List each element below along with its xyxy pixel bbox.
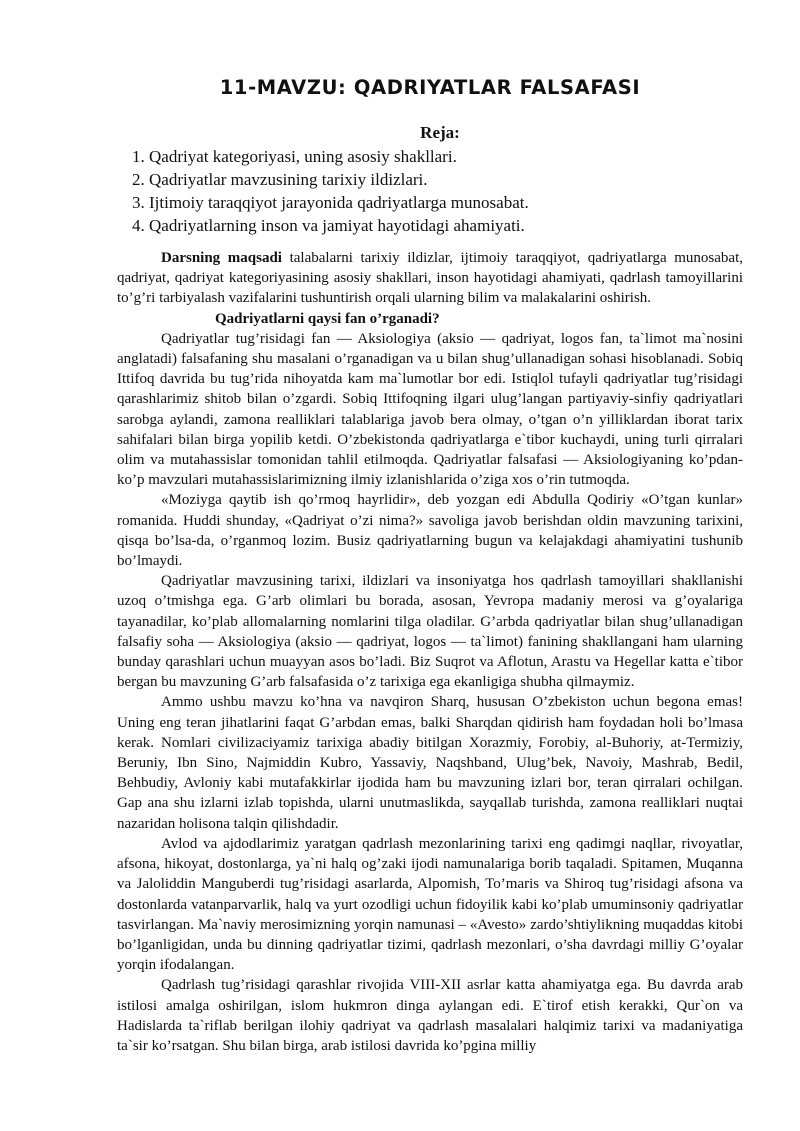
body-paragraph: Avlod va ajdodlarimiz yaratgan qadrlash mezonlarining tarixi eng qadimgi naqllar, rivoyatlar, afsona, hikoyat, dostonlarga, ya`ni halq og’zaki ijodi namunalariga borib taqaladi. Spitamen, Muqanna va Jaloliddin Manguberdi tug’risidagi asarlarda, Alpomish, To’maris va Shiroq tug’risidagi afsona va dostonlarda vatanparvarlik, halq va yurt ozodligi uchun fidoyilik kabi ko’plab umuminsoniy qadriyatlar tasvirlangan. Ma`naviy merosimizning yorqin namunasi – «Avesto» zardo’shtiylikning muqaddas kitobi bo’lganligidan, unda bu dinning qadriyatlar tizimi, qadrlash mezonlari, o’sha davrdagi milliy G’oyalar yorqin ifodalangan. xyxy=(117,835,743,974)
intro-lead: Darsning maqsadi xyxy=(161,250,282,266)
plan-item: 3. Ijtimoiy taraqqiyot jarayonida qadriyatlarga munosabat. xyxy=(132,193,529,212)
intro-paragraph xyxy=(117,248,743,309)
body-paragraph: Qadriyatlar mavzusining tarixi, ildizlari va insoniyatga hos qadrlash tamoyillari shakllanishi uzoq o’tmishga ega. G’arb olimlari bu borada, asosan, Yevropa madaniy merosi va g’oyalariga tayanadilar, ko’plab allomalarning nomlarini tilga oladilar. G’arbda qadriyatlar bilan shug’ullanadigan falsafiy soha — Aksiologiya (aksio — qadriyat, logos — ta`limot) fanining shakllangani ham ularning bunday qarashlari uchun muayyan asos bo’ladi. Biz Suqrot va Aflotun, Arastu va Hegellar katta e`tibor bergan bu mavzuning G’arb falsafasida o’z tarixiga ega ekanligiga shubha qilmaymiz. xyxy=(117,573,743,691)
section-heading: Qadriyatlarni qaysi fan o’rganadi? xyxy=(215,310,440,327)
plan-item: 1. Qadriyat kategoriyasi, uning asosiy shakllari. xyxy=(132,147,457,166)
plan-item: 2. Qadriyatlar mavzusining tarixiy ildizlari. xyxy=(132,170,428,189)
plan-heading: Reja: xyxy=(420,123,460,142)
plan-list xyxy=(132,145,529,237)
body-paragraph: Ammo ushbu mavzu ko’hna va navqiron Sharq, hususan O’zbekiston uchun begona emas! Uning eng teran jihatlarini faqat G’arbdan emas, balki Sharqdan qidirish ham foydadan holi bo’lmasa kerak. Nomlari civilizaciyamiz tarixiga abadiy bitilgan Xorazmiy, Forobiy, al-Buhoriy, at-Termiziy, Beruniy, Ibn Sino, Najmiddin Kubro, Yassaviy, Naqshband, Ulug’bek, Navoiy, Mashrab, Bedil, Behbudiy, Avloniy kabi mutafakkirlar ijodida ham bu mavzuning izlari bor, teran qirralari ochilgan. Gap ana shu izlarni izlab topishda, ularni unutmaslikda, sayqallab turishda, zamona realliklari nuqtai nazaridan holisona talqin qilishdadir. xyxy=(117,694,743,832)
body-paragraph: «Moziyga qaytib ish qo’rmoq hayrlidir», deb yozgan edi Abdulla Qodiriy «O’tgan kunlar» romanida. Huddi shunday, «Qadriyat o’zi nima?» savoliga javob berishdan oldin mavzuning tarixini, qisqa bo’lsa-da, o’rganmoq lozim. Busiz qadriyatlarning bugun va kelajakdagi ahamiyatini tushunib bo’lmaydi. xyxy=(117,492,743,570)
body-paragraph: Qadriyatlar tug’risidagi fan — Aksiologiya (aksio — qadriyat, logos fan, ta`limot ma`nosini anglatadi) falsafaning shu masalani o’rganadigan va u bilan shug’ullanadigan sohasi hisoblanadi. Sobiq Ittifoq davrida bu tug’rida nihoyatda kam ma`lumotlar bor edi. Istiqlol tufayli qadriyatlar tug’risidagi qarashlarimiz shitob bilan o’zgardi. Sobiq Ittifoqning ilgari ulug’langan partiyaviy-sinfiy qadriyatlari sarobga aylandi, zamona realliklari talablariga javob bera olmay, o’tgan o’n yilliklardan iborat tarix sahifalari bilan birga yopilib ketdi. O’zbekistonda qadriyatlarga e`tibor kuchaydi, uning turli qirralari olim va mutahassislar tomonidan tahlil etilmoqda. Qadriyatlar falsafasi — Aksiologiyaning ko’pdan-ko’p mavzulari mutahassislarimizning ilmiy izlanishlarida o’ziga xos o’rin tutmoqda. xyxy=(117,330,743,489)
document-body xyxy=(117,248,743,1056)
body-paragraph: Qadrlash tug’risidagi qarashlar rivojida VIII-XII asrlar katta ahamiyatga ega. Bu davrda arab istilosi amalga oshirilgan, islom hukmron dinga aylangan edi. E`tirof etish kerakki, Qur`on va Hadislarda ta`riflab berilgan ilohiy qadriyat va qadrlash masalalari halqimiz tarixi va madaniyatiga ta`sir ko’rsatgan. Shu bilan birga, arab istilosi davrida ko’pgina milliy xyxy=(117,977,743,1054)
page-title: 11-MAVZU: QADRIYATLAR FALSAFASI xyxy=(219,76,641,99)
intro-text: talabalarni tarixiy ildizlar, ijtimoiy taraqqiyot, qadriyatlarga munosabat, qadriyat, qadriyat kategoriyasining asosiy shakllari, inson hayotidagi ahamiyati, qadrlash tamoyillarini to’g’ri tarbiyalash vazifalarini tushuntirish orqali ularning bilim va malakalarini oshirish. xyxy=(117,250,743,307)
plan-item: 4. Qadriyatlarning inson va jamiyat hayotidagi ahamiyati. xyxy=(132,216,525,235)
